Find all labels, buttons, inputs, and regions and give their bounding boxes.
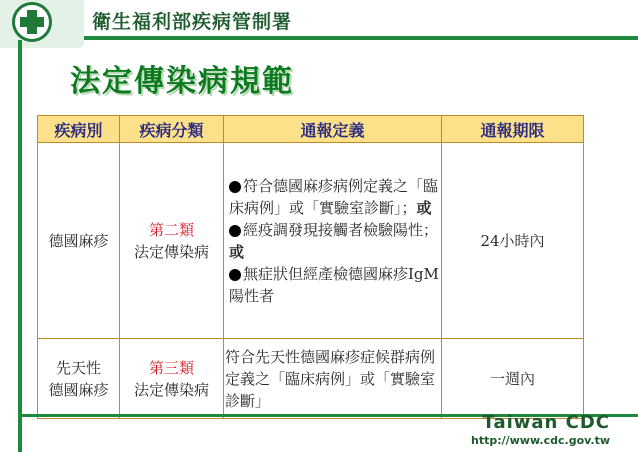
category-cell [120,143,224,339]
bullet-icon [229,225,241,237]
bullet-icon [229,269,241,281]
category-cell [120,339,224,419]
disease-line: 德國麻疹 [48,380,109,399]
category-level: 第三類 [148,358,194,377]
disease-cell: 德國麻疹 [38,143,120,339]
definition-item [225,219,440,263]
category-name: 法定傳染病 [133,380,209,399]
header-divider [84,36,638,40]
footer-url: http://www.cdc.gov.tw [470,434,610,447]
org-name: 衛生福利部疾病管制署 [92,11,293,33]
table-row [38,339,584,419]
column-header-disease: 疾病別 [38,116,120,143]
cdc-logo [0,0,84,48]
cdc-logo-emblem [12,2,52,42]
definition-item [225,175,440,219]
definition-cell [224,143,442,339]
definition-emphasis: 或 [416,198,432,217]
definition-text: 經疫調發現接觸者檢驗陽性； [243,220,439,239]
definition-text: 無症狀但經產檢德國麻疹IgM陽性者 [229,264,439,305]
definition-cell: 符合先天性德國麻疹症候群病例定義之「臨床病例」或「實驗室診斷」 [224,339,442,419]
category-name: 法定傳染病 [133,242,209,261]
disease-cell [38,339,120,419]
definition-item [225,263,440,307]
column-header-definition: 通報定義 [224,116,442,143]
column-header-deadline: 通報期限 [442,116,584,143]
category-level: 第二類 [148,220,194,239]
table-header-row [38,116,584,143]
bullet-icon [229,181,241,193]
deadline-cell: 一週內 [442,339,584,419]
table-row [38,143,584,339]
definition-emphasis: 或 [229,242,245,261]
definition-list [225,175,440,307]
definition-text: 符合德國麻疹病例定義之「臨床病例」或「實驗室診斷」； [229,176,439,217]
column-header-category: 疾病分類 [120,116,224,143]
deadline-cell: 24小時內 [442,143,584,339]
disease-line: 先天性 [55,358,101,377]
page-title: 法定傳染病規範 [70,64,294,99]
left-rule [18,40,22,452]
notifiable-disease-table [37,115,584,419]
footer-brand-logo: Taiwan CDC [482,412,610,433]
